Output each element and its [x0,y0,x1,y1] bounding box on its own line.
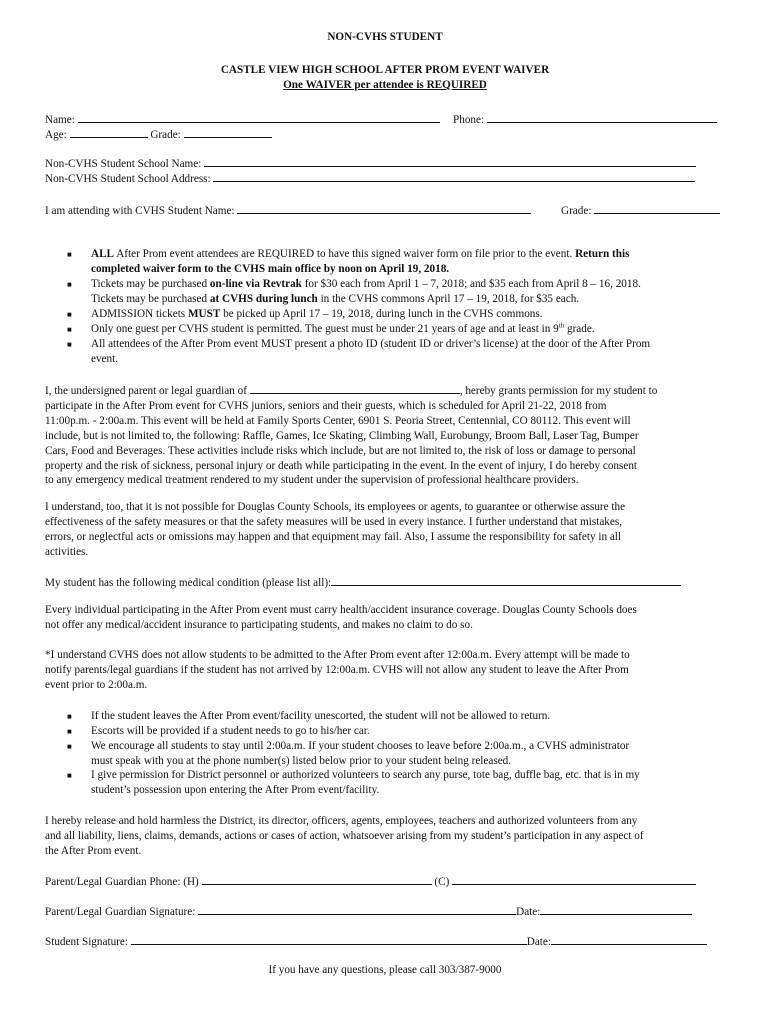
age-field[interactable] [70,126,148,138]
bullet-marker: ■ [67,340,72,349]
date2-label: Date: [526,936,551,948]
bullet-escorts: Escorts will be provided if a student needs to go to his/her car. [91,725,370,737]
bullet-marker: ■ [67,250,72,259]
date2-field[interactable] [551,933,707,945]
attending-grade-field[interactable] [594,202,720,214]
bullet-marker: ■ [67,280,72,289]
school-address-field[interactable] [213,170,695,182]
footer-contact: If you have any questions, please call 303/387-9000 [268,964,502,976]
guardian-signature-field[interactable] [198,903,516,915]
age-label: Age: [45,129,67,141]
school-address-label: Non-CVHS Student School Address: [45,173,211,185]
guardian-signature-label: Parent/Legal Guardian Signature: [45,906,196,918]
bullet-stay-until: We encourage all students to stay until 2:00a.m. If your student chooses to leave before 2:00a.m., a CVHS administrator must speak with you at the phone number(s) listed below prior to your student being released. [91,740,630,767]
guardian-signature-row [45,903,692,919]
school-address-row [45,170,695,186]
bullet-marker: ■ [67,771,72,780]
school-name-label: Non-CVHS Student School Name: [45,158,202,170]
bullet-one-guest: Only one guest per CVHS student is permitted. The guest must be under 21 years of age and at least in 9th grade. [91,321,595,335]
medical-label: My student has the following medical condition (please list all): [45,577,332,589]
name-label: Name: [45,114,75,126]
school-name-row [45,155,696,171]
name-row [45,111,440,127]
attending-grade-row [561,202,720,218]
bullet-photo-id: All attendees of the After Prom event MUST present a photo ID (student ID or driver’s license) at the door of the After Prom event. [91,338,651,365]
guardian-phone-c-field[interactable] [452,873,696,885]
bullet-marker: ■ [67,325,72,334]
bullet-marker: ■ [67,310,72,319]
attending-grade-label: Grade: [561,205,592,217]
grade-field[interactable] [184,126,272,138]
guardian-phone-h-field[interactable] [202,873,432,885]
student-signature-label: Student Signature: [45,936,128,948]
attending-label: I am attending with CVHS Student Name: [45,205,235,217]
grade-label: Grade: [150,129,181,141]
attending-name-field[interactable] [237,202,531,214]
guardian-phone-c-label: (C) [434,876,450,888]
safety-paragraph: I understand, too, that it is not possible for Douglas County Schools, its employees or agents, to guarantee or otherwise assure the effectiveness of the safety measures or that the safety measures will be used in every instance. I further understand that mistakes, errors, or neglectful acts or omissions may happen and that equipment may fail. Also, I assume the responsibility for safety in all activities. [45,501,626,558]
date1-field[interactable] [540,903,692,915]
phone-label: Phone: [453,114,485,126]
student-signature-field[interactable] [131,933,527,945]
title-non-cvhs: NON-CVHS STUDENT [327,31,443,43]
attending-row [45,202,531,218]
insurance-paragraph: Every individual participating in the After Prom event must carry health/accident insurance coverage. Douglas County Schools does not offer any medical/accident insurance to participating students, and makes no claim to do so. [45,604,637,631]
medical-field[interactable] [331,574,681,586]
bullet-marker: ■ [67,712,72,721]
name-field[interactable] [78,111,440,123]
bullet-all-attendees: ALL After Prom event attendees are REQUIRED to have this signed waiver form on file prior to the event. Return this completed waiver form to the CVHS main office by noon on April 19, 2018. [91,248,630,275]
student-name-field[interactable] [250,382,460,394]
title-waiver: CASTLE VIEW HIGH SCHOOL AFTER PROM EVENT WAIVER [220,64,550,76]
release-paragraph: I hereby release and hold harmless the District, its director, officers, agents, employees, teachers and authorized volunteers from any and all liability, liens, claims, demands, actions or cases of action, whatsoever arising from my student’s participation in any aspect of the After Prom event. [45,815,644,857]
guardian-phone-h-label: Parent/Legal Guardian Phone: (H) [45,876,199,888]
guardian-phone-row [45,873,696,889]
bullet-tickets: Tickets may be purchased on-line via Revtrak for $30 each from April 1 – 7, 2018; and $35 each from April 8 – 16, 2018. Tickets may be purchased at CVHS during lunch in the CVHS commons April 17 – 19, 2018, for $35 each. [91,278,641,305]
phone-row [453,111,717,127]
date1-label: Date: [516,906,541,918]
student-signature-row [45,933,707,949]
school-name-field[interactable] [204,155,696,167]
bullet-search-permission: I give permission for District personnel or authorized volunteers to search any purse, tote bag, duffle bag, etc. that is in my student’s possession upon entering the After Prom event/facility. [91,769,640,796]
permission-paragraph: I, the undersigned parent or legal guardian of , hereby grants permission for my student to participate in the After Prom event for CVHS juniors, seniors and their guests, which is scheduled for April 21-22, 2018 from 11:00p.m. - 2:00a.m. This event will be held at Family Sports Center, 6901 S. Peoria Street, Centennial, CO 80112. This event will include, but is not limited to, the following: Raffle, Games, Ice Skating, Climbing Wall, Eurobungy, Broom Ball, Laser Tag, Bumper Cars, Food and Beverages. These activities include risks which include, but are not limited to, the risk of loss or damage to personal property and the risk of sickness, personal injury or death while participating in the event. In the event of injury, I do hereby consent to any emergency medical treatment rendered to my student under the supervision of professional healthcare providers. [45,382,727,488]
bullet-marker: ■ [67,727,72,736]
title-required: One WAIVER per attendee is REQUIRED [283,79,487,91]
bullet-marker: ■ [67,742,72,751]
admission-paragraph: *I understand CVHS does not allow students to be admitted to the After Prom event after 12:00a.m. Every attempt will be made to notify parents/legal guardians if the student has not arrived by 12:00a.m. CVHS will not allow any student to leave the After Prom event prior to 2:00a.m. [45,649,630,691]
bullet-unescorted: If the student leaves the After Prom event/facility unescorted, the student will not be allowed to return. [91,710,551,722]
phone-field[interactable] [487,111,717,123]
bullet-admission: ADMISSION tickets MUST be picked up April 17 – 19, 2018, during lunch in the CVHS commons. [91,308,543,320]
medical-row [45,574,681,590]
age-grade-row [45,126,272,142]
